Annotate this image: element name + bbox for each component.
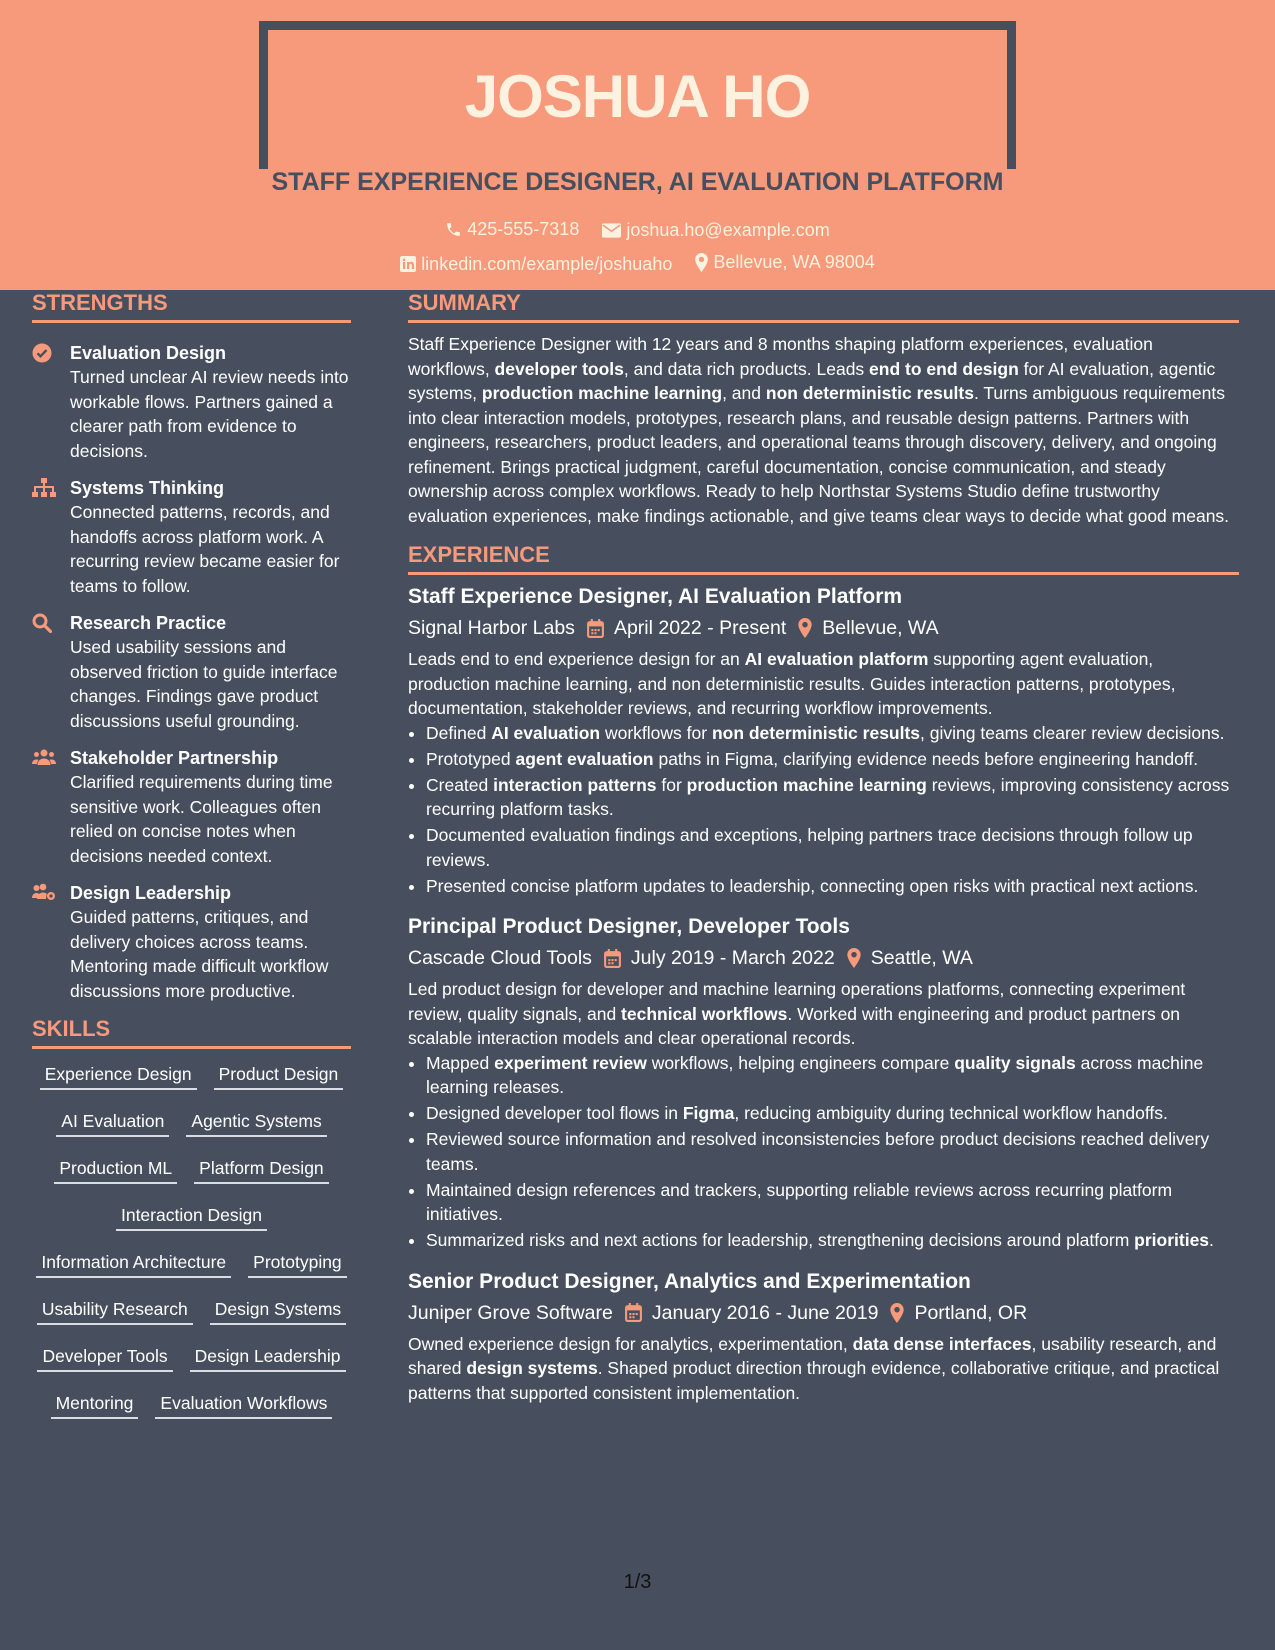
summary-text	[408, 332, 1239, 528]
job-company: Signal Harbor Labs	[408, 617, 575, 639]
strength-title: Design Leadership	[70, 883, 232, 903]
strength-title: Systems Thinking	[70, 478, 225, 498]
email-text: joshua.ho@example.com	[626, 220, 830, 240]
job-company: Cascade Cloud Tools	[408, 947, 592, 969]
job-bullet	[426, 1127, 1239, 1176]
bold-text: developer tools	[494, 358, 624, 379]
job-bullet	[426, 823, 1239, 872]
text-run: , usability research, and shared	[408, 1333, 1217, 1378]
page-number: 1/3	[623, 1571, 652, 1593]
strength-item	[32, 746, 351, 868]
skill-tag: Mentoring	[51, 1392, 139, 1419]
job-bullets	[408, 1051, 1239, 1253]
bold-text: data dense interfaces	[852, 1333, 1032, 1354]
text-run: , and data rich products. Leads	[623, 358, 870, 379]
strength-item	[32, 476, 351, 598]
text-run: Maintained design references and trackers, supporting reliable reviews across recurring platform initiatives.	[426, 1179, 1173, 1224]
bold-text: production machine learning	[686, 774, 927, 795]
bold-text: non deterministic results	[765, 383, 974, 403]
map-pin-icon	[695, 253, 708, 272]
strength-desc: Used usability sessions and observed friction to guide interface changes. Findings gave product discussions useful grounding.	[70, 637, 338, 731]
candidate-title: STAFF EXPERIENCE DESIGNER, AI EVALUATION PLATFORM	[271, 168, 1004, 196]
strength-desc: Clarified requirements during time sensitive work. Colleagues often relied on concise notes when decisions needed context.	[70, 772, 333, 866]
bold-text: Figma	[682, 1103, 735, 1123]
job-description	[408, 1332, 1239, 1406]
text-run: Created	[426, 774, 494, 795]
skills-list	[32, 1063, 351, 1419]
skills-heading: SKILLS	[32, 1016, 351, 1049]
job-bullet	[426, 747, 1239, 772]
bold-text: interaction patterns	[493, 774, 657, 795]
bold-text: agent evaluation	[515, 748, 654, 769]
job-description	[408, 977, 1239, 1051]
job-bullet	[426, 1228, 1239, 1253]
job-bullet	[426, 1051, 1239, 1100]
text-run: for	[656, 774, 687, 795]
text-run: , and	[722, 383, 766, 403]
experience-heading: EXPERIENCE	[408, 542, 1239, 575]
text-run: Reviewed source information and resolved inconsistencies before product decisions reached delivery teams.	[426, 1129, 1210, 1174]
text-run: . Turns ambiguous requirements into clear interaction models, prototypes, research plans, and reusable design patterns. Partners with engineers, researchers, product leaders, and operational teams through discovery, delivery, and ongoing refinement. Brings practical judgment, careful documentation, concise communication, and steady ownership across complex workflows. Ready to help Northstar Systems Studio define trustworthy evaluation experiences, make findings actionable, and give teams clear ways to decide what good means.	[408, 383, 1230, 526]
users-icon	[32, 748, 56, 766]
bold-text: AI evaluation	[491, 722, 601, 743]
bold-text: design systems	[466, 1358, 598, 1378]
text-run: supporting agent evaluation, production machine learning, and non deterministic results. Guides interaction patterns, prototypes, documentation, stakeholder reviews, and recurring workflow improvements.	[408, 649, 1176, 718]
linkedin-icon	[400, 256, 416, 272]
linkedin-text: linkedin.com/example/joshuaho	[421, 253, 673, 274]
skill-tag: Usability Research	[37, 1298, 193, 1325]
location-contact	[695, 252, 874, 273]
strength-desc: Connected patterns, records, and handoffs across platform work. A recurring review became easier for teams to follow.	[70, 502, 340, 596]
skill-tag: Design Leadership	[190, 1345, 346, 1372]
text-run: Leads end to end experience design for an	[408, 649, 745, 669]
summary-heading: SUMMARY	[408, 290, 1239, 323]
skill-tag: AI Evaluation	[56, 1110, 169, 1137]
text-run: Defined	[426, 722, 492, 743]
candidate-name: JOSHUA HO	[464, 63, 811, 130]
strength-title: Evaluation Design	[70, 343, 227, 363]
job-location: Bellevue, WA	[822, 617, 939, 639]
job-dates: July 2019 - March 2022	[630, 947, 835, 969]
skill-tag: Experience Design	[40, 1063, 197, 1090]
job-bullet	[426, 773, 1239, 822]
skill-tag: Agentic Systems	[186, 1110, 326, 1137]
text-run: reviews, improving consistency across recurring platform tasks.	[426, 774, 1230, 819]
text-run: , giving teams clearer review decisions.	[920, 722, 1225, 743]
phone-text: 425-555-7318	[467, 219, 580, 239]
job-bullet	[426, 874, 1239, 899]
bold-text: AI evaluation platform	[744, 649, 929, 669]
job-bullet	[426, 1101, 1239, 1126]
job-meta	[408, 615, 1239, 641]
bold-text: quality signals	[954, 1052, 1076, 1073]
location-text: Bellevue, WA 98004	[713, 252, 875, 272]
skill-tag: Prototyping	[248, 1251, 347, 1278]
job-title: Senior Product Designer, Analytics and Experimentation	[408, 1269, 971, 1293]
sitemap-icon	[32, 478, 56, 498]
skill-tag: Developer Tools	[37, 1345, 172, 1372]
bold-text: experiment review	[494, 1052, 647, 1073]
bold-text: technical workflows	[621, 1003, 788, 1024]
bold-text: end to end design	[869, 358, 1019, 379]
check-circle-icon	[32, 343, 52, 363]
job-entry	[408, 913, 1239, 1253]
text-run: Summarized risks and next actions for leadership, strengthening decisions around platform	[426, 1230, 1135, 1250]
strengths-list	[32, 341, 351, 1003]
calendar-icon	[604, 949, 621, 968]
job-title: Staff Experience Designer, AI Evaluation Platform	[408, 585, 903, 608]
text-run: Documented evaluation findings and exceptions, helping partners trace decisions through follow up reviews.	[426, 825, 1193, 870]
job-entry	[408, 583, 1239, 898]
job-dates: April 2022 - Present	[613, 617, 787, 639]
strength-title: Stakeholder Partnership	[70, 748, 279, 768]
calendar-icon	[625, 1303, 642, 1322]
resume-header	[0, 0, 1275, 290]
job-location: Portland, OR	[914, 1301, 1028, 1324]
bold-text: non deterministic results	[711, 722, 921, 743]
job-bullet	[426, 721, 1239, 746]
strength-desc: Turned unclear AI review needs into workable flows. Partners gained a clearer path from evidence to decisions.	[70, 367, 349, 461]
linkedin-contact[interactable]	[400, 254, 672, 275]
bold-text: priorities	[1134, 1230, 1210, 1250]
text-run: Owned experience design for analytics, experimentation,	[408, 1333, 853, 1354]
text-run: Designed developer tool flows in	[426, 1103, 683, 1123]
job-entry	[408, 1268, 1239, 1406]
job-bullets	[408, 721, 1239, 899]
search-icon	[32, 613, 52, 633]
text-run: Led product design for developer and machine learning operations platforms, connecting experiment review, quality signals, and	[408, 979, 1186, 1024]
experience-list	[408, 583, 1239, 1405]
job-dates: January 2016 - June 2019	[651, 1301, 879, 1324]
job-company: Juniper Grove Software	[408, 1301, 613, 1324]
skill-tag: Product Design	[214, 1063, 344, 1090]
skill-tag: Platform Design	[194, 1157, 329, 1184]
right-column	[408, 290, 1239, 1405]
map-pin-icon	[798, 618, 812, 638]
job-title: Principal Product Designer, Developer Tools	[408, 915, 850, 938]
text-run: workflows for	[600, 722, 712, 743]
contact-row-2	[0, 252, 1275, 277]
text-run: across machine learning releases.	[426, 1052, 1204, 1097]
skill-tag: Information Architecture	[36, 1251, 231, 1278]
text-run: workflows, helping engineers compare	[646, 1052, 955, 1073]
envelope-icon	[602, 223, 621, 238]
text-run: .	[1209, 1230, 1214, 1250]
strength-item	[32, 881, 351, 1003]
phone-icon	[445, 221, 462, 238]
job-bullet	[426, 1178, 1239, 1227]
users-gear-icon	[32, 883, 56, 901]
text-run: paths in Figma, clarifying evidence needs before engineering handoff.	[653, 748, 1199, 769]
email-contact[interactable]	[602, 220, 829, 241]
job-location: Seattle, WA	[870, 947, 973, 969]
text-run: Presented concise platform updates to leadership, connecting open risks with practical next actions.	[426, 875, 1199, 896]
strength-title: Research Practice	[70, 613, 227, 633]
text-run: Mapped	[426, 1052, 495, 1073]
skill-tag: Production ML	[54, 1157, 177, 1184]
text-run: . Worked with engineering and product partners on scalable interaction models and clear operational records.	[408, 1003, 1181, 1048]
strength-item	[32, 341, 351, 463]
job-description	[408, 647, 1239, 721]
contact-row-1	[0, 219, 1275, 243]
calendar-icon	[587, 619, 604, 638]
skill-tag: Design Systems	[210, 1298, 346, 1325]
text-run: . Shaped product direction through evidence, collaborative critique, and practical patterns that supported consistent implementation.	[408, 1358, 1220, 1403]
text-run: Staff Experience Designer with 12 years and 8 months shaping platform experiences, evaluation workflows,	[408, 334, 1153, 379]
skill-tag: Evaluation Workflows	[155, 1392, 332, 1419]
job-meta	[408, 945, 1239, 971]
left-column	[32, 290, 351, 1419]
map-pin-icon	[847, 948, 861, 968]
text-run: for AI evaluation, agentic systems,	[408, 358, 1216, 403]
phone-contact[interactable]	[445, 219, 579, 240]
job-meta	[408, 1300, 1239, 1326]
text-run: Prototyped	[426, 748, 516, 769]
strength-item	[32, 611, 351, 733]
map-pin-icon	[890, 1303, 904, 1323]
skill-tag: Interaction Design	[116, 1204, 267, 1231]
bold-text: production machine learning	[481, 383, 723, 403]
strengths-heading: STRENGTHS	[32, 290, 351, 323]
text-run: , reducing ambiguity during technical workflow handoffs.	[734, 1103, 1168, 1123]
strength-desc: Guided patterns, critiques, and delivery choices across teams. Mentoring made difficult workflow discussions more productive.	[70, 907, 329, 1001]
